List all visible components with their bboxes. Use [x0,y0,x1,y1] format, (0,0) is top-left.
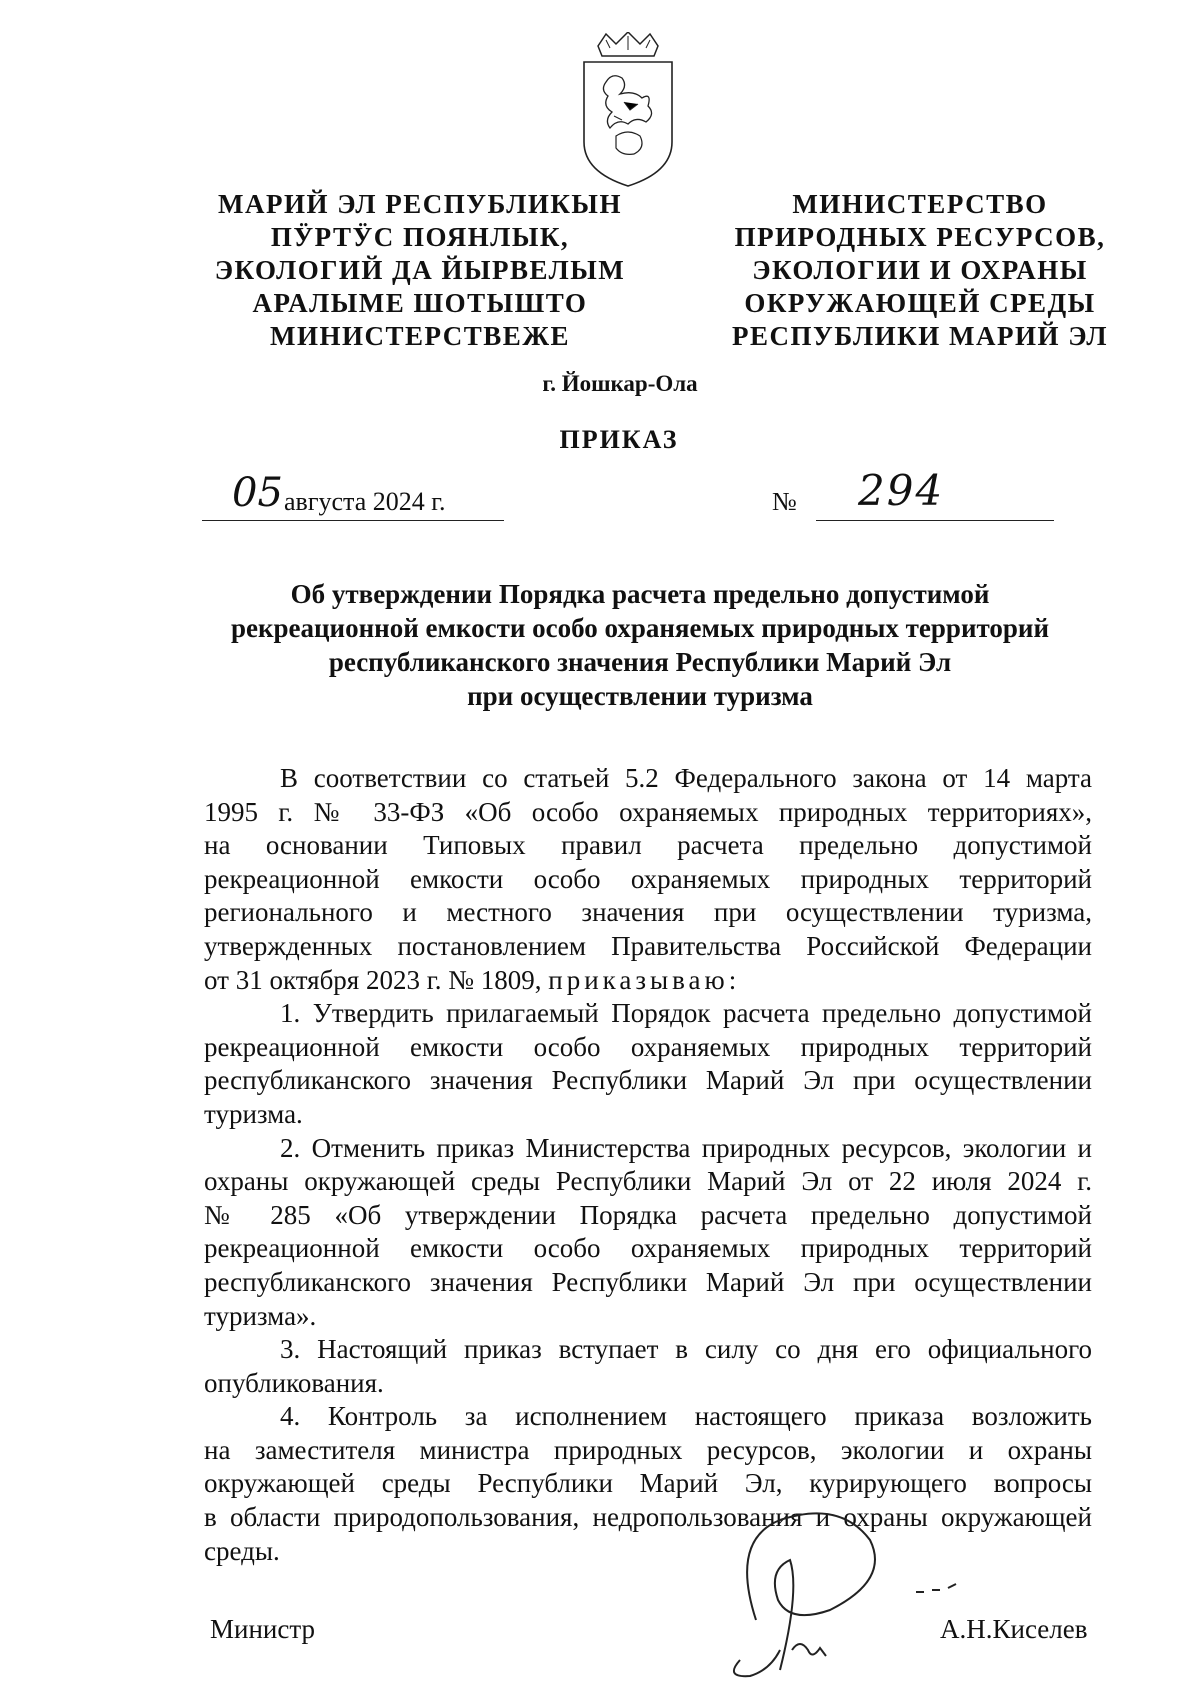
header-left-line: МИНИСТЕРСТВЕЖЕ [269,321,571,351]
subject-line: республиканского значения Республики Марий Эл [328,647,952,677]
signer-role: Министр [210,1614,315,1644]
body-line: на основании Типовых правил расчета предельно допустимой [204,830,1092,861]
body-line: окружающей среды Республики Марий Эл, курирующего вопросы [204,1468,1092,1499]
body-line: 3. Настоящий приказ вступает в силу со дня его официального [280,1334,1092,1365]
subject-line: при осуществлении туризма [467,681,813,711]
number-sign: № [772,487,797,516]
body-line: рекреационной емкости особо охраняемых природных территорий [204,1233,1092,1264]
body-line: туризма. [204,1098,303,1129]
body-line: среды. [204,1535,280,1566]
body-line: 1995 г. № 33-ФЗ «Об особо охраняемых природных территориях», [204,796,1092,827]
date-month-year: августа 2024 г. [284,487,446,516]
header-russian [700,188,1140,353]
city-name: г. Йошкар-Ола [542,371,698,396]
body-line: туризма». [204,1300,317,1331]
body-line: республиканского значения Республики Марий Эл при осуществлении [204,1266,1092,1297]
body-line: № 285 «Об утверждении Порядка расчета предельно допустимой [204,1199,1092,1230]
body-line: охраны окружающей среды Республики Марий Эл от 22 июля 2024 г. [204,1166,1092,1197]
document-number-handwritten: 294 [858,466,945,515]
header-left-line: ЭКОЛОГИЙ ДА ЙЫРВЕЛЫМ [214,255,626,285]
body-line: в области природопользования, недропользования и охраны окружающей [204,1502,1092,1533]
body-line: 2. Отменить приказ Министерства природных ресурсов, экологии и [280,1132,1092,1163]
date-day-handwritten: 05 [232,470,283,516]
order-word: приказываю: [548,964,741,995]
body-line: рекреационной емкости особо охраняемых природных территорий [204,1031,1092,1062]
subject-line: Об утверждении Порядка расчета предельно допустимой [290,579,990,609]
body-text: от 31 октября 2023 г. № 1809, [204,964,542,995]
document-subject [160,577,1120,713]
body-line: рекреационной емкости особо охраняемых природных территорий [204,863,1092,894]
handwritten-signature [720,1500,980,1680]
subject-line: рекреационной емкости особо охраняемых природных территорий [230,613,1050,643]
header-left-line: АРАЛЫМЕ ШОТЫШТО [252,288,588,318]
header-right-line: ПРИРОДНЫХ РЕСУРСОВ, [734,222,1106,252]
header-right-line: ЭКОЛОГИИ И ОХРАНЫ [752,255,1088,285]
header-left-line: ПӰРТӰС ПОЯНЛЫК, [270,222,570,252]
body-line [204,964,1092,998]
document-body [204,762,1092,1568]
body-line: 4. Контроль за исполнением настоящего приказа возложить [280,1401,1092,1432]
header-left-line: МАРИЙ ЭЛ РЕСПУБЛИКЫН [218,189,622,219]
signer-name: А.Н.Киселев [940,1614,1088,1644]
header-right-line: РЕСПУБЛИКИ МАРИЙ ЭЛ [732,321,1108,351]
body-line: на заместителя министра природных ресурсов, экологии и охраны [204,1434,1092,1465]
header-right-line: МИНИСТЕРСТВО [792,189,1048,219]
coat-of-arms-emblem [576,32,680,188]
header-right-line: ОКРУЖАЮЩЕЙ СРЕДЫ [744,288,1096,318]
document-type: ПРИКАЗ [559,425,679,454]
body-line: В соответствии со статьей 5.2 Федерального закона от 14 марта [280,763,1092,793]
body-line: регионального и местного значения при осуществлении туризма, [204,897,1092,928]
body-line: опубликования. [204,1367,384,1398]
body-line: утвержденных постановлением Правительства Российской Федерации [204,930,1092,961]
body-line: республиканского значения Республики Марий Эл при осуществлении [204,1065,1092,1096]
header-marii [200,188,640,353]
body-line: 1. Утвердить прилагаемый Порядок расчета предельно допустимой [280,998,1092,1029]
